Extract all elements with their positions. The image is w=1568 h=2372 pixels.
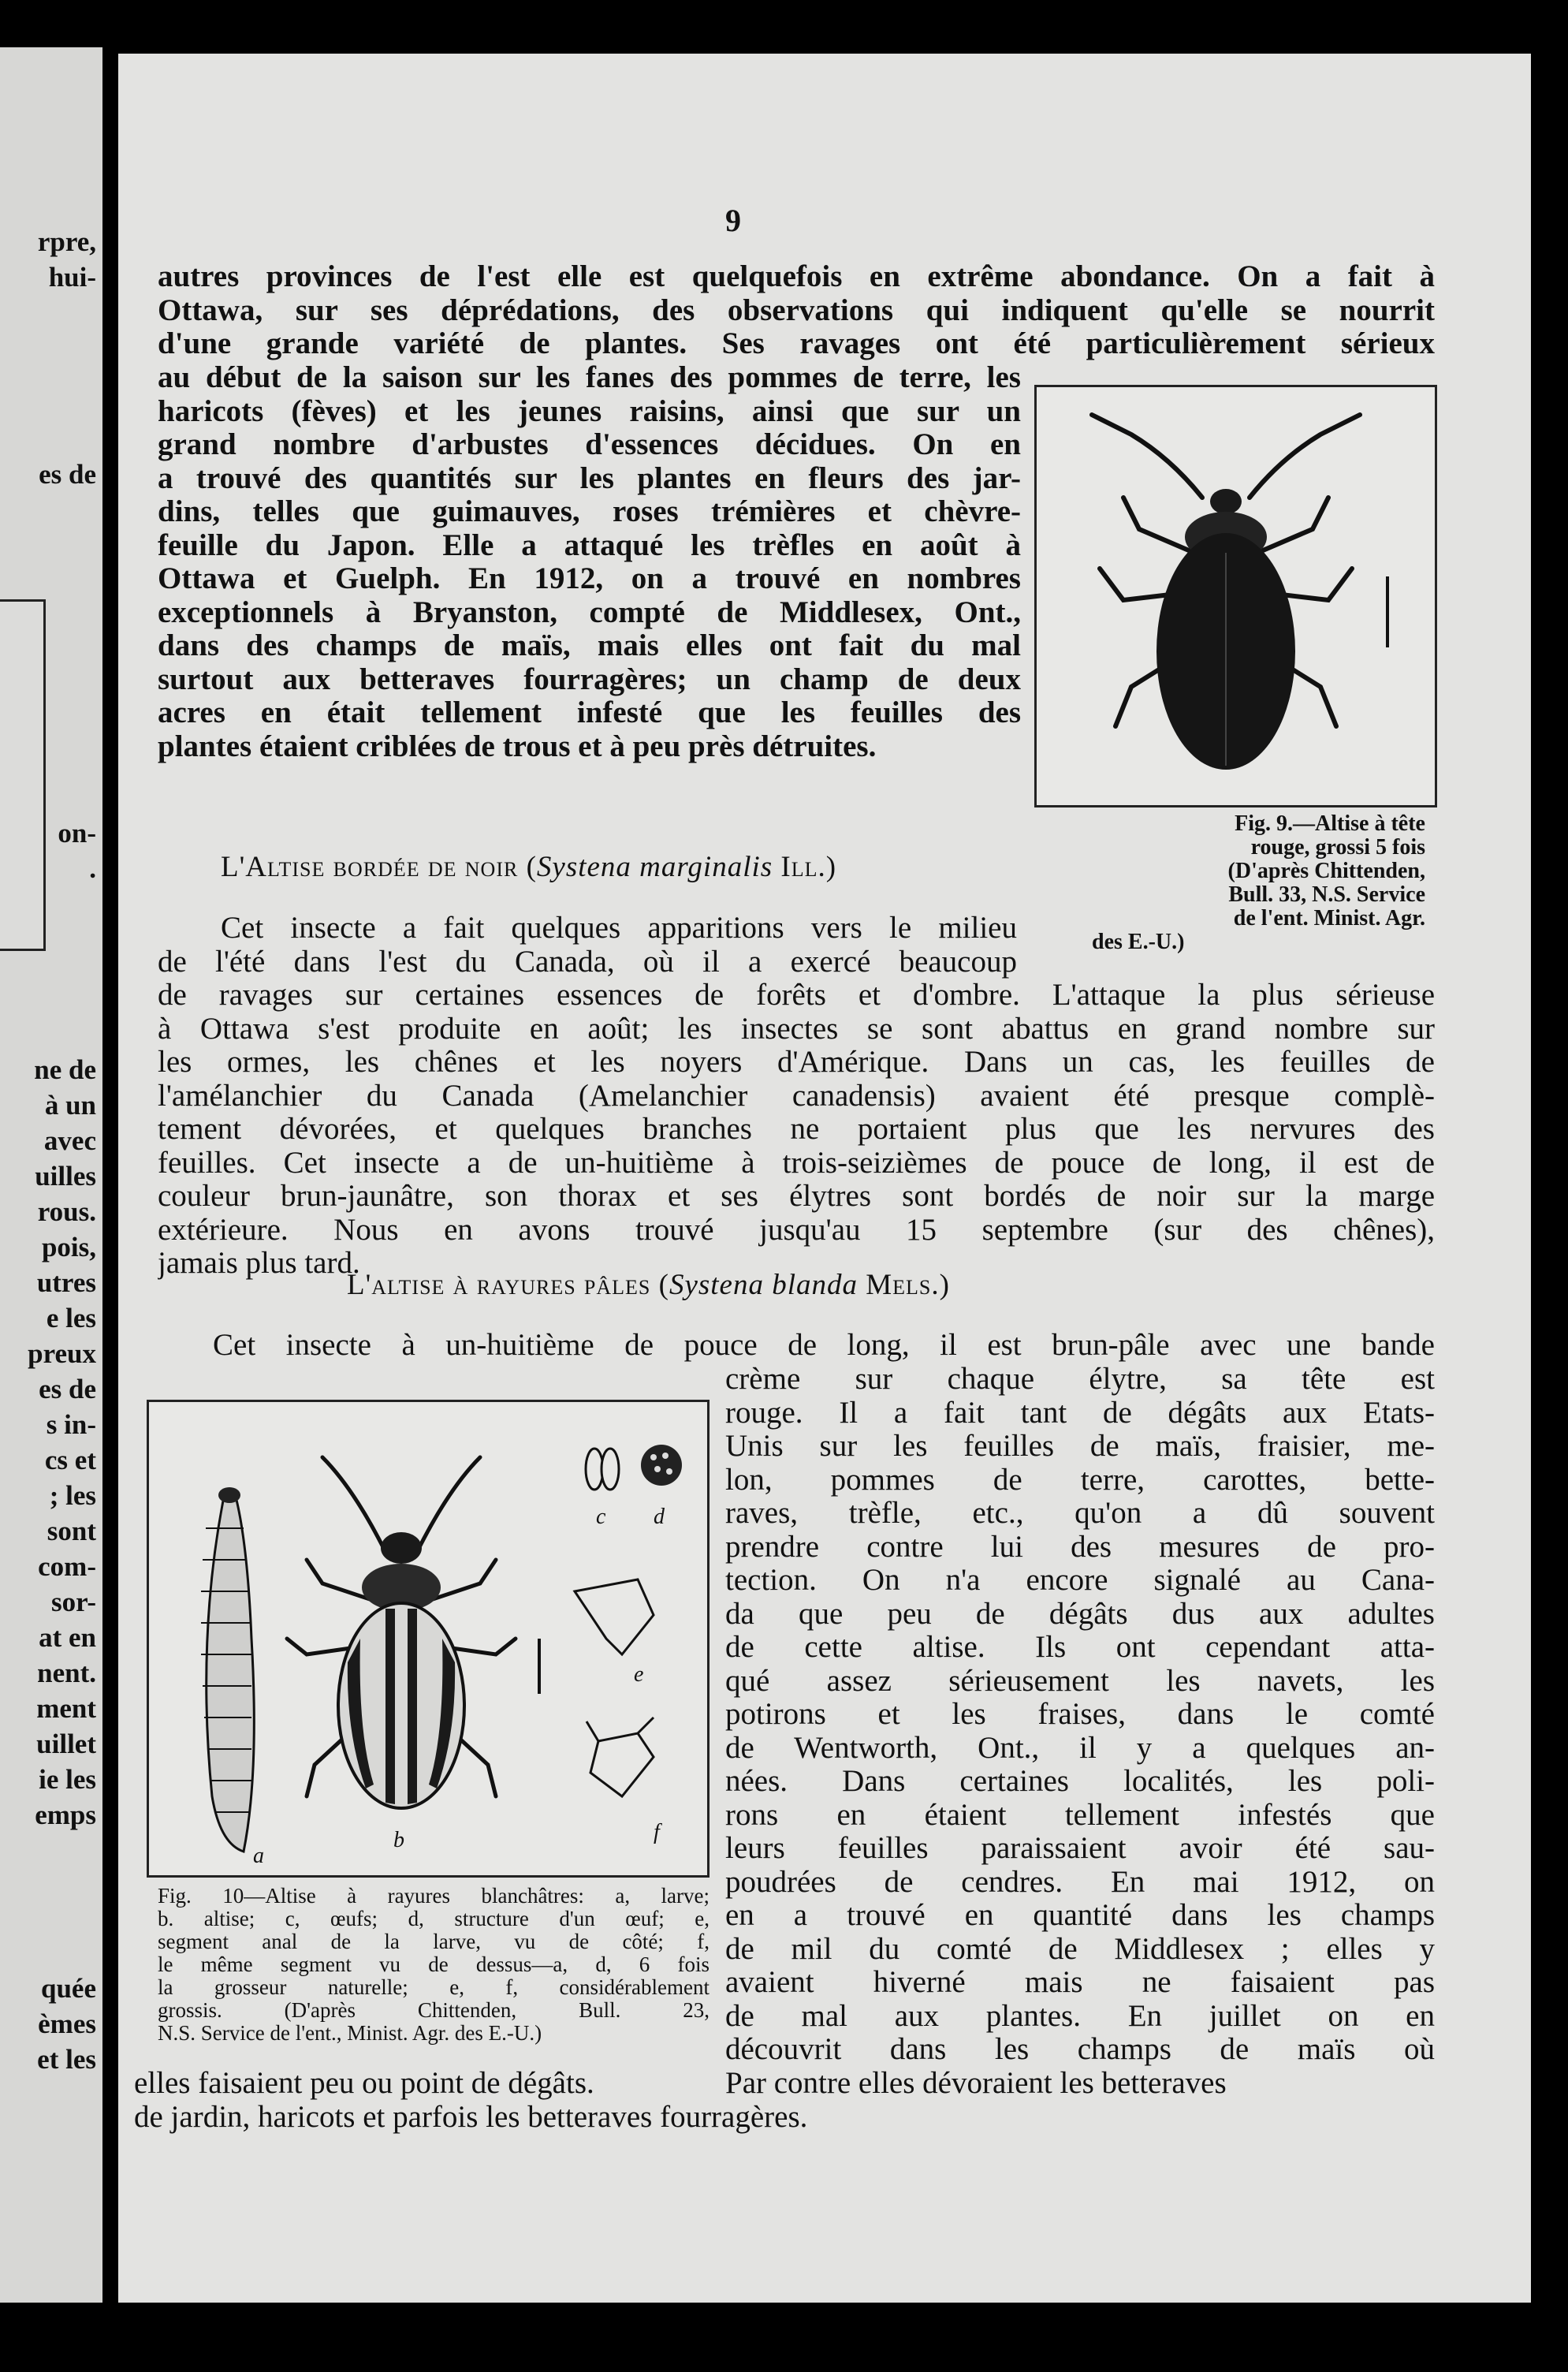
previous-page-fragment: utres — [36, 1267, 96, 1298]
text-line: autres provinces de l'est elle est quelquefois en extrême abondance. On a fait à — [158, 260, 1435, 293]
caption-line: Bull. 33, N.S. Service — [1228, 883, 1425, 907]
text-line: feuille du Japon. Elle a attaqué les trèfles en août à — [158, 528, 1021, 562]
text-line: de cette altise. Ils ont cependant atta- — [725, 1631, 1435, 1664]
previous-page-fragment: rous. — [37, 1196, 96, 1227]
previous-page-fragment: nent. — [37, 1658, 96, 1688]
text-line-left: elles faisaient peu ou point de dégâts. — [134, 2066, 594, 2100]
larva-drawing — [201, 1487, 254, 1852]
previous-page-fragment: at en — [39, 1622, 96, 1653]
text-line: Cet insecte à un-huitième de pouce de long, il est brun-pâle avec une bande — [213, 1329, 1435, 1362]
text-line: avaient hiverné mais ne faisaient pas — [725, 1966, 1435, 1999]
text-line: haricots (fèves) et les jeunes raisins, ainsi que sur un — [158, 394, 1021, 428]
text-line: da que peu de dégâts dus aux adultes — [725, 1597, 1435, 1631]
text-line: d'une grande variété de plantes. Ses ravages ont été particulièrement sérieux — [158, 327, 1435, 360]
text-line: l'amélanchier du Canada (Amelanchier canadensis) avaient été presque complè- — [158, 1079, 1435, 1113]
previous-page-fragment: hui- — [48, 262, 96, 293]
text-line: Unis sur les feuilles de maïs, fraisier, me- — [725, 1430, 1435, 1463]
paragraph-3-last — [134, 2101, 1435, 2135]
text-line: de Wentworth, Ont., il y a quelques an- — [725, 1731, 1435, 1765]
figure-10-frame — [147, 1400, 710, 1878]
previous-page-fragment: sont — [47, 1516, 96, 1546]
text-line-right: Par contre elles dévoraient les betteraves — [725, 2066, 1227, 2100]
section-heading-systena-blanda: L'altise à rayures pâles (Systena blanda Mels.) — [347, 1269, 950, 1301]
previous-page-fragment: cs et — [44, 1445, 96, 1475]
previous-page-fragment: es de — [39, 459, 96, 490]
text-line: poudrées de cendres. En mai 1912, on — [725, 1865, 1435, 1899]
text-line: raves, trèfle, etc., qu'on a dû souvent — [725, 1497, 1435, 1530]
previous-page-fragment: . — [89, 853, 96, 884]
previous-page-fragment: s in- — [46, 1409, 96, 1440]
document-page — [118, 54, 1531, 2303]
previous-page-fragment: avec — [43, 1125, 96, 1156]
page-number: 9 — [725, 203, 741, 238]
text-line: a trouvé des quantités sur les plantes en fleurs des jar- — [158, 461, 1021, 495]
figure-9-frame — [1034, 385, 1437, 807]
text-line: rons en étaient tellement infestés que — [725, 1798, 1435, 1832]
paragraph-3-column — [725, 1363, 1435, 2067]
text-line: lon, pommes de terre, carottes, bette- — [725, 1463, 1435, 1497]
figure-9-caption — [1037, 812, 1435, 954]
previous-page-fragment: ne de — [34, 1054, 96, 1085]
text-line: rouge. Il a fait tant de dégâts aux Etats- — [725, 1396, 1435, 1430]
text-line: leurs feuilles paraissaient avoir été sau- — [725, 1832, 1435, 1865]
beetle-illustration — [1037, 387, 1435, 805]
caption-line: rouge, grossi 5 fois — [1250, 836, 1425, 860]
text-line: extérieure. Nous en avons trouvé jusqu'au 15 septembre (sur des chênes), — [158, 1213, 1435, 1247]
text-line: Ottawa et Guelph. En 1912, on a trouvé en nombres — [158, 562, 1021, 595]
text-line: découvrit dans les champs de maïs où — [725, 2033, 1435, 2066]
previous-page-fragment: es de — [39, 1374, 96, 1404]
previous-page-fragment: emps — [35, 1800, 96, 1830]
previous-page-fragment: com- — [38, 1551, 96, 1582]
text-line: plantes étaient criblées de trous et à peu près détruites. — [158, 729, 877, 763]
caption-line: Fig. 9.—Altise à tête — [1235, 812, 1425, 836]
text-line: exceptionnels à Bryanston, compté de Middlesex, Ont., — [158, 595, 1021, 629]
previous-page-fragment: on- — [58, 818, 96, 848]
paragraph-2-column — [158, 912, 1017, 979]
fig10-label-d: d — [654, 1505, 665, 1529]
text-line: prendre contre lui des mesures de pro- — [725, 1530, 1435, 1564]
previous-page-fragment: ; les — [49, 1480, 96, 1511]
beetle-larva-illustration — [149, 1402, 707, 1875]
section-heading-systena-marginalis: L'Altise bordée de noir (Systena marginalis Ill.) — [221, 851, 837, 883]
text-line: grand nombre d'arbustes d'essences décidues. On en — [158, 428, 1021, 461]
previous-page-fragment: quée — [41, 1973, 96, 2004]
fig10-label-e: e — [634, 1662, 644, 1687]
previous-page-fragment: uillet — [36, 1729, 96, 1759]
previous-page-fragment: èmes — [38, 2008, 96, 2039]
text-line: de jardin, haricots et parfois les betteraves fourragères. — [134, 2101, 808, 2134]
caption-line: de l'ent. Minist. Agr. — [1233, 907, 1425, 931]
caption-line: segment anal de la larve, vu de côté; f, — [158, 1930, 710, 1953]
previous-page-fragment: sor- — [50, 1587, 96, 1617]
previous-page-fragment: rpre, — [37, 226, 96, 257]
previous-page-fragment: e les — [46, 1303, 96, 1333]
caption-line: grossis. (D'après Chittenden, Bull. 23, — [158, 1999, 710, 2022]
text-line: tement dévorées, et quelques branches ne portaient plus que les nervures des — [158, 1113, 1435, 1146]
text-line: dans des champs de maïs, mais elles ont fait du mal — [158, 629, 1021, 662]
text-line: crème sur chaque élytre, sa tête est — [725, 1363, 1435, 1396]
text-line: de mal aux plantes. En juillet on en — [725, 1999, 1435, 2033]
paragraph-1-top — [158, 260, 1435, 361]
fig10-label-a: a — [253, 1844, 264, 1868]
text-line: de mil du comté de Middlesex ; elles y — [725, 1932, 1435, 1966]
caption-line: b. altise; c, œufs; d, structure d'un œuf; e, — [158, 1908, 710, 1930]
figure-10-caption — [158, 1885, 710, 2045]
caption-line: Fig. 10—Altise à rayures blanchâtres: a, larve; — [158, 1885, 710, 1908]
caption-line: la grosseur naturelle; e, f, considérablement — [158, 1976, 710, 1999]
paragraph-3-split-line — [134, 2067, 1435, 2102]
text-line: qué assez sérieusement les navets, les — [725, 1664, 1435, 1698]
text-line: de ravages sur certaines essences de forêts et d'ombre. L'attaque la plus sérieuse — [158, 979, 1435, 1012]
text-line: feuilles. Cet insecte a de un-huitième à trois-seizièmes de pouce de long, il est de — [158, 1146, 1435, 1180]
previous-page-fragment: à un — [44, 1090, 96, 1121]
caption-line: le même segment vu de dessus—a, d, 6 fois — [158, 1953, 710, 1976]
caption-line: des E.-U.) — [1092, 931, 1185, 954]
previous-page-edge — [0, 47, 102, 2303]
caption-line: N.S. Service de l'ent., Minist. Agr. des E.-U.) — [158, 2022, 542, 2045]
text-line: à Ottawa s'est produite en août; les insectes se sont abattus en grand nombre sur — [158, 1012, 1435, 1046]
text-line: dins, telles que guimauves, roses trémières et chèvre- — [158, 495, 1021, 528]
text-line: au début de la saison sur les fanes des pommes de terre, les — [158, 361, 1021, 394]
paragraph-3-first — [213, 1329, 1435, 1363]
paragraph-2-body — [158, 979, 1435, 1281]
previous-page-fragment: uilles — [35, 1161, 96, 1192]
text-line: Cet insecte a fait quelques apparitions vers le milieu — [221, 912, 1017, 945]
previous-page-fragment: ie les — [39, 1764, 96, 1795]
fig10-label-f: f — [654, 1820, 660, 1844]
text-line: acres en était tellement infesté que les feuilles des — [158, 696, 1021, 729]
text-line: potirons et les fraises, dans le comté — [725, 1698, 1435, 1731]
caption-line: (D'après Chittenden, — [1227, 860, 1425, 883]
text-line: surtout aux betteraves fourragères; un champ de deux — [158, 662, 1021, 696]
previous-page-figure-frame — [0, 599, 46, 951]
previous-page-fragment: ment — [36, 1693, 96, 1724]
text-line: tection. On n'a encore signalé au Cana- — [725, 1564, 1435, 1597]
previous-page-fragment: pois, — [41, 1232, 96, 1262]
paragraph-1-column — [158, 361, 1021, 763]
text-line: Ottawa, sur ses déprédations, des observations qui indiquent qu'elle se nourrit — [158, 293, 1435, 327]
text-line: en a trouvé en quantité dans les champs — [725, 1899, 1435, 1932]
previous-page-fragment: preux — [28, 1338, 96, 1369]
text-line: nées. Dans certaines localités, les poli- — [725, 1765, 1435, 1798]
text-line: jamais plus tard. — [158, 1247, 360, 1280]
fig10-label-c: c — [596, 1505, 606, 1529]
text-line: les ormes, les chênes et les noyers d'Amérique. Dans un cas, les feuilles de — [158, 1046, 1435, 1079]
text-line: couleur brun-jaunâtre, son thorax et ses élytres sont bordés de noir sur la marge — [158, 1180, 1435, 1213]
previous-page-fragment: et les — [37, 2044, 96, 2075]
fig10-label-b: b — [393, 1828, 404, 1852]
text-line: de l'été dans l'est du Canada, où il a exercé beaucoup — [158, 945, 1017, 979]
